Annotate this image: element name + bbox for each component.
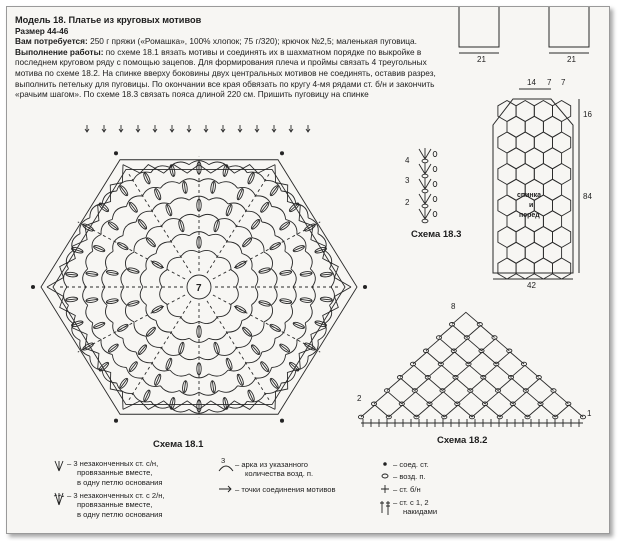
dim-7b: 7	[561, 78, 566, 87]
triangle-mesh	[472, 405, 500, 417]
motif-arc	[272, 207, 286, 220]
motif-arc	[199, 354, 218, 359]
motif-stitch	[300, 273, 312, 275]
strip-chain	[433, 166, 437, 171]
motif-arc	[209, 332, 227, 340]
center-label-1: спинка	[517, 192, 542, 199]
motif-arc	[252, 322, 264, 336]
motif-arc	[156, 321, 171, 333]
motif-arc	[227, 242, 242, 254]
motif-arc	[330, 287, 335, 305]
motif-arc	[112, 355, 126, 368]
motif-arc	[160, 182, 179, 188]
triangle-mesh	[387, 379, 415, 391]
dim-top-left: 21	[477, 55, 486, 64]
motif-arc	[252, 238, 264, 252]
motif-arc	[227, 321, 242, 333]
legend-item-3	[235, 460, 313, 479]
motif-arc	[121, 287, 127, 305]
pattern-hex-cell	[553, 258, 571, 279]
motif-arc	[199, 317, 218, 324]
scheme-18-2-label: Схема 18.2	[437, 435, 488, 446]
s183-row-4: 4	[405, 156, 410, 165]
work-label: Выполнение работы:	[15, 46, 104, 57]
join-arrow	[119, 125, 123, 132]
motif-stitch	[167, 205, 171, 216]
motif-arc	[171, 234, 189, 242]
motif-arc	[125, 252, 134, 269]
scheme-18-1-diagram	[27, 125, 377, 443]
legend-8-line-2: накидами	[403, 507, 438, 517]
motif-arc	[160, 287, 167, 304]
triangle-mesh	[485, 392, 513, 404]
legend-3-line-2: количества возд. п.	[245, 469, 314, 479]
scheme-18-2-diagram	[347, 299, 597, 439]
article-text	[15, 15, 453, 100]
strip-chain	[422, 174, 428, 178]
strip-chain	[422, 219, 428, 223]
motif-stitch	[184, 182, 186, 194]
pattern-hex-cell	[534, 258, 552, 279]
motif-stitch	[184, 381, 186, 393]
motif-arc	[199, 250, 218, 257]
motif-arc	[262, 338, 275, 352]
pattern-hex-cell	[507, 148, 525, 169]
strip-chain	[422, 159, 428, 163]
triangle-mesh	[417, 405, 445, 417]
motif-arc	[123, 338, 136, 352]
triangle-mesh	[541, 392, 569, 404]
motif-spoke	[207, 301, 269, 400]
joining-point	[363, 285, 366, 288]
triangle-mesh	[457, 392, 485, 404]
pattern-diagram	[455, 7, 605, 292]
motif-arc	[305, 251, 312, 269]
s182-row-1: 1	[587, 409, 592, 418]
strip-chain	[433, 196, 437, 201]
motif-arc	[218, 257, 232, 270]
joining-point	[280, 419, 283, 422]
motif-arc	[218, 347, 236, 355]
legend-2-line-3: в одну петлю основания	[77, 509, 163, 519]
triangle-mesh	[555, 405, 583, 417]
motif-arc	[125, 305, 134, 322]
triangle-chain	[566, 402, 571, 406]
motif-arc	[160, 386, 179, 392]
triangle-mesh	[456, 365, 484, 377]
motif-stitch	[300, 299, 312, 301]
pattern-hex-cell	[543, 179, 561, 200]
materials-text: 250 г пряжи («Ромашка», 100% хлопок; 75 г/320); крючок №2,5; маленькая пуговица.	[90, 36, 417, 47]
triangle-mesh	[467, 326, 495, 338]
triangle-mesh	[496, 352, 524, 364]
dim-7a: 7	[547, 78, 552, 87]
motif-spoke	[129, 301, 191, 400]
motif-arc	[181, 250, 200, 257]
triangle-mesh	[443, 379, 471, 391]
motif-arc	[64, 287, 69, 305]
pattern-hex-cell	[525, 148, 543, 169]
legend-1-line-2: провязанные вместе,	[77, 468, 153, 478]
triangle-mesh	[426, 339, 454, 351]
join-arrow	[187, 125, 191, 132]
motif-arc	[180, 354, 199, 359]
legend-item-2	[67, 491, 165, 519]
motif-arc	[86, 251, 93, 269]
motif-arc	[265, 383, 281, 393]
motif-stitch	[66, 274, 78, 275]
pattern-hex-cell	[507, 242, 525, 263]
motif-arc	[160, 270, 167, 287]
triangle-mesh	[389, 405, 417, 417]
motif-arc	[305, 305, 312, 323]
motif-arc	[105, 251, 113, 268]
triangle-mesh	[526, 379, 554, 391]
motif-arc	[146, 336, 162, 347]
pattern-hex-cell	[543, 148, 561, 169]
triangle-mesh	[413, 352, 441, 364]
motif-arc	[117, 383, 133, 393]
legend-8-line-1: – ст. с 1, 2	[393, 498, 429, 507]
motif-arc	[252, 287, 258, 305]
center-label-3: перед	[519, 212, 540, 219]
motif-arc	[330, 269, 335, 287]
motif-arc	[271, 287, 277, 305]
motif-arc	[237, 336, 253, 347]
strip-chain	[422, 189, 428, 193]
motif-arc	[252, 269, 258, 287]
joining-point	[114, 152, 117, 155]
work-paragraph	[15, 47, 453, 100]
motif-arc	[264, 305, 273, 322]
dim-14: 14	[527, 78, 536, 87]
motif-arc	[231, 270, 238, 287]
legend-1-line-1: – 3 незаконченных ст. с/н,	[67, 459, 159, 468]
motif-arc	[180, 214, 199, 219]
strip-chain	[433, 151, 437, 156]
pattern-hex-cell	[516, 258, 534, 279]
motif-arc	[146, 227, 162, 238]
motif-stitch	[212, 381, 214, 393]
motif-arc	[170, 198, 189, 204]
motif-stitch	[66, 299, 78, 300]
triangle-mesh	[498, 379, 526, 391]
triangle-mesh	[415, 379, 443, 391]
join-arrow	[136, 125, 140, 132]
legend-symbols-right	[377, 459, 393, 521]
motif-stitch	[212, 182, 214, 194]
legend-item-6: – возд. п.	[393, 472, 426, 481]
motif-arc	[86, 305, 93, 323]
join-arrow	[204, 125, 208, 132]
motif-stitch	[320, 274, 332, 275]
motif-stitch	[227, 358, 231, 369]
triangle-mesh	[500, 405, 528, 417]
s183-row-2: 2	[405, 198, 410, 207]
triangle-mesh	[452, 312, 480, 324]
motif-stitch	[167, 358, 171, 369]
article-size: Размер 44-46	[15, 25, 69, 36]
legend-item-3-num: 3	[221, 456, 226, 465]
motif-arc	[162, 219, 180, 227]
legend-symbols-mid	[217, 463, 237, 493]
triangle-mesh	[402, 392, 430, 404]
motif-stitch	[86, 273, 98, 275]
motif-arc	[285, 251, 293, 268]
legend-symbols-left	[51, 459, 67, 519]
pattern-hex-cell	[525, 116, 543, 137]
strip-chain	[422, 204, 428, 208]
triangle-mesh	[374, 392, 402, 404]
s182-row-2: 2	[357, 394, 362, 403]
triangle-mesh	[528, 405, 556, 417]
motif-arc	[272, 355, 286, 368]
triangle-chain	[536, 376, 541, 380]
motif-arc	[231, 287, 238, 304]
triangle-mesh	[430, 392, 458, 404]
triangle-mesh	[444, 405, 472, 417]
dim-84: 84	[583, 192, 592, 201]
pattern-hex-cell	[507, 116, 525, 137]
motif-arc	[199, 214, 218, 219]
legend-2-line-1: – 3 незаконченных ст. с 2/н,	[67, 491, 165, 500]
motif-arc	[181, 317, 200, 324]
triangle-mesh	[470, 379, 498, 391]
legend-2-line-2: провязанные вместе,	[77, 500, 153, 510]
legend-item-1	[67, 459, 163, 487]
motif-arc	[140, 287, 146, 305]
join-arrow	[102, 125, 106, 132]
legend-1-line-3: в одну петлю основания	[77, 477, 163, 487]
join-arrow	[272, 125, 276, 132]
strip-cluster	[419, 208, 431, 219]
triangle-mesh	[428, 365, 456, 377]
s182-row-8: 8	[451, 302, 456, 311]
dim-top-right: 21	[567, 55, 576, 64]
motif-stitch	[227, 205, 231, 216]
magazine-page	[6, 6, 610, 534]
join-arrow	[255, 125, 259, 132]
strip-cluster	[419, 148, 431, 159]
strip-cluster	[419, 178, 431, 189]
motif-arc	[219, 182, 238, 188]
motif-stitch	[86, 299, 98, 301]
motif-edge	[275, 165, 351, 287]
legend-item-8	[393, 498, 437, 517]
triangle-mesh	[483, 365, 511, 377]
triangle-mesh	[400, 365, 428, 377]
motif-arc	[162, 347, 180, 355]
join-arrow	[289, 125, 293, 132]
scheme-18-3-label: Схема 18.3	[411, 229, 462, 240]
center-label-2: и	[529, 202, 534, 209]
triangle-mesh	[441, 352, 469, 364]
triangle-mesh	[469, 352, 497, 364]
motif-arc	[167, 304, 181, 317]
triangle-mesh	[511, 365, 539, 377]
join-arrow	[306, 125, 310, 132]
join-arrow	[170, 125, 174, 132]
dim-16: 16	[583, 110, 592, 119]
triangle-mesh	[482, 339, 510, 351]
strip-chain	[433, 181, 437, 186]
pattern-hex-cell	[543, 242, 561, 263]
motif-arc	[140, 269, 146, 287]
join-arrow	[221, 125, 225, 132]
pattern-hex-cell	[543, 211, 561, 232]
materials-label: Вам потребуется:	[15, 36, 88, 47]
motif-arc	[134, 322, 146, 336]
materials-paragraph	[15, 36, 453, 47]
joining-point	[114, 419, 117, 422]
triangle-mesh	[513, 392, 541, 404]
motif-arc	[218, 304, 232, 317]
motif-arc	[105, 305, 113, 322]
motif-edge	[275, 287, 351, 409]
motif-arc	[264, 252, 273, 269]
motif-arc	[219, 386, 238, 392]
motif-arc	[237, 227, 253, 238]
motif-arc	[271, 269, 277, 287]
legend-3-line-1: – арка из указанного	[235, 460, 309, 469]
motif-arc	[262, 222, 275, 236]
strip-cluster	[419, 193, 431, 204]
motif-arc	[64, 269, 69, 287]
motif-arc	[167, 257, 181, 270]
join-arrow	[238, 125, 242, 132]
motif-arc	[209, 198, 228, 204]
legend-item-7: – ст. б/н	[393, 485, 421, 494]
motif-arc	[218, 219, 236, 227]
motif-edge	[47, 287, 123, 409]
motif-arc	[112, 207, 126, 220]
motif-arc	[134, 238, 146, 252]
pattern-hex-cell	[525, 242, 543, 263]
dim-42: 42	[527, 281, 536, 290]
s183-row-3: 3	[405, 176, 410, 185]
triangle-mesh	[439, 326, 467, 338]
motif-arc	[171, 332, 189, 340]
motif-arc	[156, 242, 171, 254]
motif-arc	[265, 181, 281, 191]
motif-arc	[209, 234, 227, 242]
motif-arc	[285, 305, 293, 322]
center-number: 7	[196, 283, 202, 294]
joining-point	[280, 152, 283, 155]
legend-item-5: – соед. ст.	[393, 460, 429, 469]
pattern-hex-cell	[498, 258, 516, 279]
triangle-mesh	[454, 339, 482, 351]
motif-edge	[47, 165, 123, 287]
scheme-18-1-label: Схема 18.1	[153, 439, 204, 450]
triangle-mesh	[361, 405, 389, 417]
strip-cluster	[419, 163, 431, 174]
motif-spoke	[129, 174, 191, 273]
article-title: Модель 18. Платье из круговых мотивов	[15, 15, 202, 25]
motif-arc	[123, 222, 136, 236]
legend-item-4: – точки соединения мотивов	[235, 485, 336, 494]
motif-stitch	[320, 299, 332, 300]
motif-spoke	[207, 174, 269, 273]
motif-arc	[117, 181, 133, 191]
strip-chain	[433, 211, 437, 216]
motif-arc	[170, 370, 189, 376]
pattern-hex-cell	[543, 116, 561, 137]
motif-arc	[121, 269, 127, 287]
motif-arc	[209, 370, 228, 376]
join-arrow	[85, 125, 89, 132]
join-arrow	[153, 125, 157, 132]
joining-point	[31, 285, 34, 288]
work-text: по схеме 18.1 вязать мотивы и соединять их в шахматном порядке по выкройке в последнем круговом ряду с помощью зацепов. Для формирования плеча и проймы связать 4 треугольных мотива по схеме 18.2. На спинке вверху боковины двух центральных мотивов не соединять, оставив разрез, выполнить петельку для пуговицы. По окончании все края обвязать по кругу 4-мя рядами ст. б/н и закончить «рачьим шагом». По схеме 18.3 связать пояса длиной 220 см. Пришить пуговицу на спинке	[15, 46, 436, 100]
scheme-18-3-diagram	[401, 139, 461, 231]
